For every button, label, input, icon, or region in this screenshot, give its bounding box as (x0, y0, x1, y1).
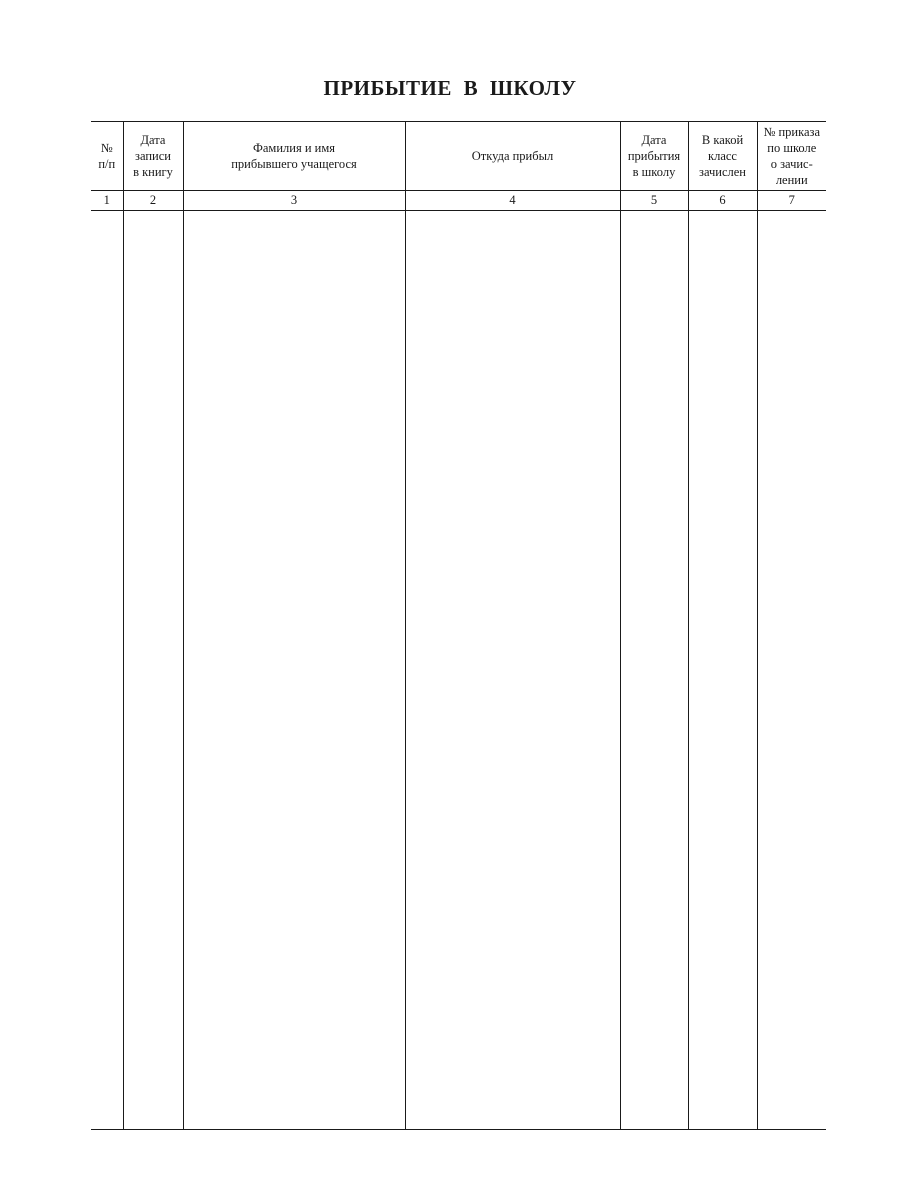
column-number-row (91, 191, 826, 211)
column-header-arrived-from: Откуда прибыл (405, 122, 620, 191)
entry-cell-arrived-from[interactable] (405, 211, 620, 1130)
entry-area-row (91, 211, 826, 1130)
page-title: ПРИБЫТИЕ В ШКОЛУ (323, 76, 577, 100)
entry-cell-student-name[interactable] (183, 211, 405, 1130)
column-number: 6 (688, 191, 757, 211)
column-number: 7 (757, 191, 826, 211)
column-header-number: № п/п (91, 122, 123, 191)
column-number: 1 (91, 191, 123, 211)
column-number: 3 (183, 191, 405, 211)
entry-cell-order-number[interactable] (757, 211, 826, 1130)
entry-cell-class-enrolled[interactable] (688, 211, 757, 1130)
column-number: 5 (620, 191, 688, 211)
entry-cell-entry-date[interactable] (123, 211, 183, 1130)
arrival-register-table (91, 121, 826, 1130)
entry-cell-number[interactable] (91, 211, 123, 1130)
entry-cell-arrival-date[interactable] (620, 211, 688, 1130)
column-header-student-name: Фамилия и имя прибывшего учащегося (183, 122, 405, 191)
column-header-class-enrolled: В какой класс зачислен (688, 122, 757, 191)
column-number: 2 (123, 191, 183, 211)
column-header-order-number: № приказа по школе о зачис- лении (757, 122, 826, 191)
column-number: 4 (405, 191, 620, 211)
column-header-arrival-date: Дата прибытия в школу (620, 122, 688, 191)
table-header-row (91, 122, 826, 191)
column-header-entry-date: Дата записи в книгу (123, 122, 183, 191)
